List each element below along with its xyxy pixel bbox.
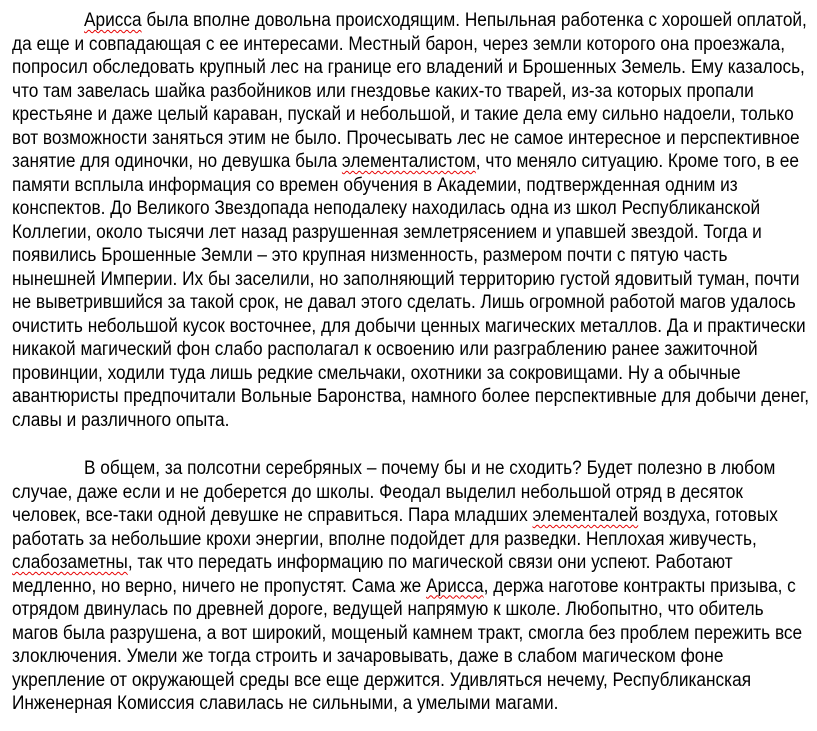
text-segment: авантюристы предпочитали Вольные Баронства, намного более перспективные для добычи денег, <box>12 386 809 407</box>
text-line[interactable] <box>12 268 809 292</box>
misspelled-word[interactable]: Арисса <box>426 575 484 597</box>
text-line-content <box>12 528 757 552</box>
misspelled-word[interactable]: слабозаметны <box>12 552 128 573</box>
text-line[interactable] <box>12 645 809 669</box>
text-line-content <box>12 551 733 575</box>
text-line-content <box>12 598 764 622</box>
text-line-content <box>12 244 728 268</box>
text-segment: славы и различного опыта. <box>12 409 230 431</box>
text-segment: занятие для одиночки, но девушка была <box>12 151 342 172</box>
text-line[interactable] <box>12 33 809 57</box>
text-line[interactable] <box>12 103 809 127</box>
text-line-content <box>12 481 743 505</box>
misspelled-word[interactable]: элементалистом <box>341 151 476 172</box>
text-segment: попросил обследовать крупный лес на границе его владений и Брошенных Земель. Ему казалось, <box>12 57 805 78</box>
text-segment: злоключения. Умели же тогда строить и зачаровывать, даже в слабом магическом фоне <box>12 646 724 667</box>
text-line[interactable] <box>12 9 809 33</box>
text-line-content <box>12 150 799 174</box>
text-line[interactable] <box>12 127 809 151</box>
text-segment: крестьяне и даже целый караван, пускай и небольшой, и такие дела ему сильно надоели, только <box>12 104 794 125</box>
text-segment: работать за небольшие крохи энергии, вполне подойдет для разведки. Неплохая живучесть, <box>12 528 757 550</box>
text-line[interactable] <box>12 338 809 362</box>
misspelled-word[interactable]: элементалей <box>532 505 639 526</box>
text-line[interactable] <box>12 481 809 505</box>
text-line-content <box>12 174 738 198</box>
misspelled-word[interactable]: Арисса <box>84 10 142 31</box>
text-segment: человек, все-таки одной девушке не справиться. Пара младших <box>12 505 533 526</box>
text-segment: памяти всплыла информация со времен обучения в Академии, подтвержденная одним из <box>12 174 738 196</box>
text-line-content <box>12 362 741 386</box>
text-segment: , что меняло ситуацию. Кроме того, в ее <box>475 151 799 172</box>
paragraph <box>12 457 809 716</box>
text-line-content <box>12 56 805 80</box>
text-segment: укрепление от окружающей среды все еще держится. Удивляться нечему, Республиканская <box>12 669 752 691</box>
text-line[interactable] <box>12 150 809 174</box>
text-line[interactable] <box>12 385 809 409</box>
text-line-content <box>12 575 796 599</box>
text-line[interactable] <box>12 669 809 693</box>
text-segment: В общем, за полсотни серебряных – почему бы и не сходить? Будет полезно в любом <box>84 458 776 479</box>
text-line-content <box>12 692 558 716</box>
text-line-content <box>84 9 807 33</box>
text-segment: провинции, ходили туда лишь редкие смельчаки, охотники за сокровищами. Ну а обычные <box>12 362 741 384</box>
text-line-content <box>12 268 800 292</box>
text-line[interactable] <box>12 291 809 315</box>
text-segment: магов была разрушена, а вот широкий, мощеный камнем тракт, смогла без проблем пережить все <box>12 622 803 644</box>
text-segment: Инженерная Комиссия славилась не сильными, а умелыми магами. <box>12 693 559 714</box>
text-line[interactable] <box>12 457 809 481</box>
text-line[interactable] <box>12 551 809 575</box>
text-line-content <box>12 504 778 528</box>
text-line-content <box>12 385 809 409</box>
document-content <box>12 9 809 716</box>
text-line[interactable] <box>12 528 809 552</box>
text-line-content <box>12 127 800 151</box>
text-line[interactable] <box>12 622 809 646</box>
text-segment: очистить небольшой кусок восточнее, для добычи ценных магических металлов. Да и практически <box>12 315 806 337</box>
text-segment: воздуха, готовых <box>638 505 778 526</box>
text-segment: Коллегии, около тысячи лет назад разрушенная землетрясением и упавшей звездой. Тогда и <box>12 221 762 243</box>
paragraph <box>12 9 809 432</box>
text-segment: вот возможности заняться этим не было. Прочесывать лес не самое интересное и перспективное <box>12 127 800 149</box>
text-line-content <box>12 338 758 362</box>
text-segment: конспектов. До Великого Звездопада неподалеку находилась одна из школ Республиканской <box>12 198 761 219</box>
text-line[interactable] <box>12 575 809 599</box>
text-segment: появились Брошенные Земли – это крупная низменность, размером почти с пятую часть <box>12 245 728 266</box>
text-line-content <box>12 645 724 669</box>
text-line[interactable] <box>12 80 809 104</box>
text-line-content <box>12 669 751 693</box>
text-segment: никакой магический фон слабо располагал к освоению или разграблению ранее зажиточной <box>12 339 758 360</box>
text-line[interactable] <box>12 197 809 221</box>
text-line-content <box>12 409 229 433</box>
text-segment: случае, даже если и не доберется до школы. Феодал выделил небольшой отряд в десяток <box>12 481 743 503</box>
text-segment: нынешней Империи. Их бы заселили, но заполняющий территорию густой ядовитый туман, почти <box>12 268 800 290</box>
text-line-content <box>12 315 806 339</box>
text-line-content <box>12 103 794 127</box>
text-segment: да еще и совпадающая с ее интересами. Местный барон, через земли которого она проезжала, <box>12 33 786 55</box>
text-line-content <box>12 622 802 646</box>
text-line[interactable] <box>12 362 809 386</box>
text-line[interactable] <box>12 244 809 268</box>
text-line-content <box>12 80 754 104</box>
text-line[interactable] <box>12 598 809 622</box>
text-segment: не выветрившийся за такой срок, не давал этого сделать. Лишь огромной работой магов удалось <box>12 292 796 313</box>
text-line-content <box>12 197 760 221</box>
text-line-content <box>84 457 775 481</box>
text-line[interactable] <box>12 409 809 433</box>
text-segment: отрядом двинулась по древней дороге, ведущей напрямую к школе. Любопытно, что обитель <box>12 599 764 620</box>
text-segment: что там завелась шайка разбойников или гнездовье каких-то тварей, из-за которых пропали <box>12 80 754 102</box>
text-line[interactable] <box>12 56 809 80</box>
text-segment: , так что передать информацию по магической связи они успеют. Работают <box>127 552 733 573</box>
text-line[interactable] <box>12 692 809 716</box>
text-line-content <box>12 291 796 315</box>
text-line-content <box>12 221 762 245</box>
text-segment: была вполне довольна происходящим. Непыльная работенка с хорошей оплатой, <box>141 10 807 31</box>
text-line-content <box>12 33 785 57</box>
text-line[interactable] <box>12 221 809 245</box>
text-line[interactable] <box>12 315 809 339</box>
text-line[interactable] <box>12 174 809 198</box>
text-segment: , держа наготове контракты призыва, с <box>483 575 796 597</box>
text-segment: медленно, но верно, ничего не пропустят. Сама же <box>12 575 427 597</box>
text-line[interactable] <box>12 504 809 528</box>
